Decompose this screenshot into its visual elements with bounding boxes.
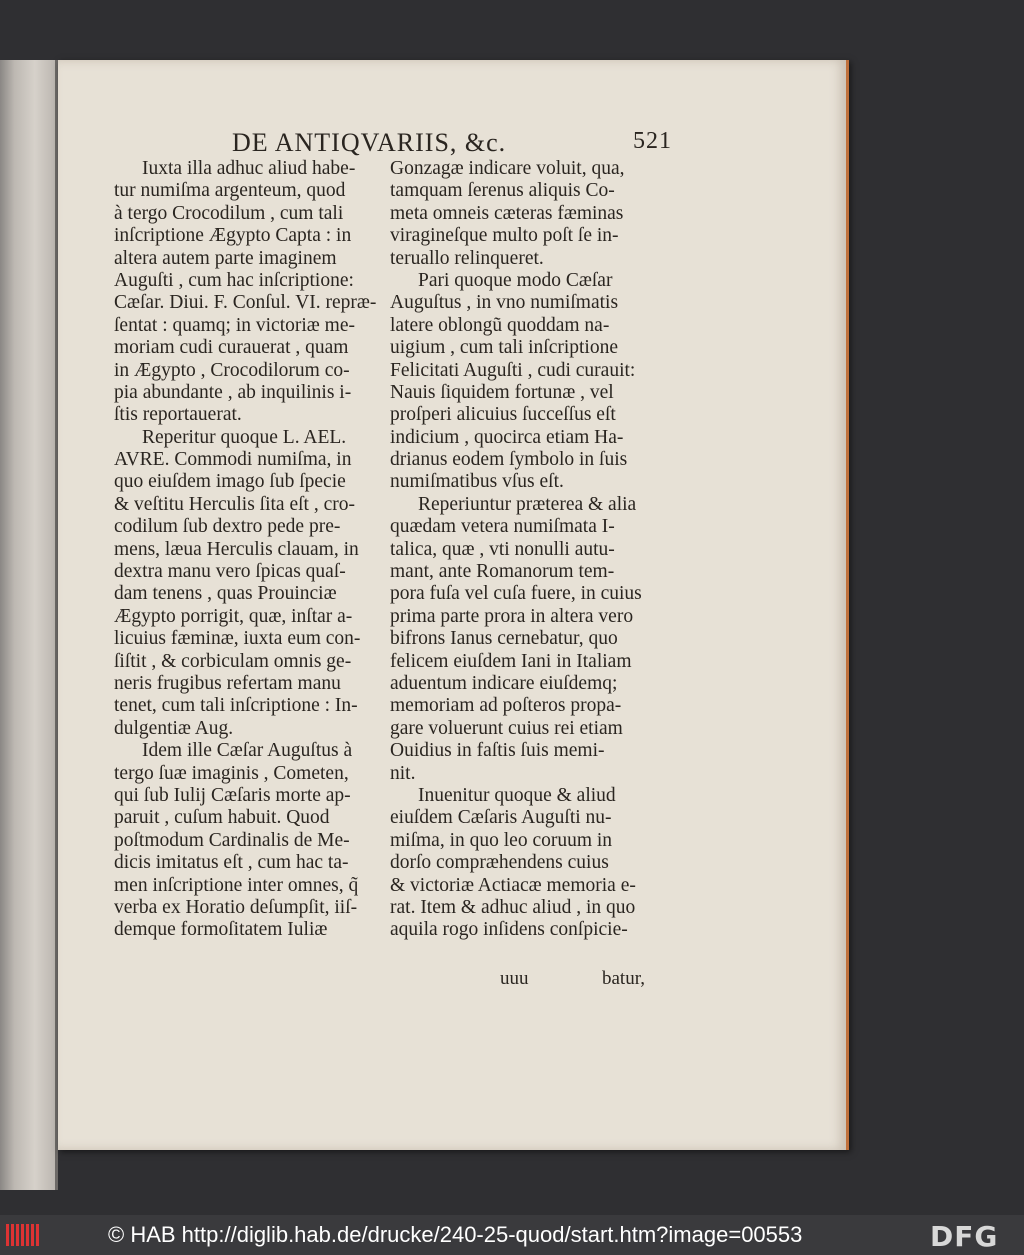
text-line: Inuenitur quoque & aliud (418, 784, 616, 806)
text-line: verba ex Horatio deſumpſit, iiſ- (114, 896, 358, 918)
text-line: mant, ante Romanorum tem- (390, 561, 615, 583)
text-line: dicis imitatus eſt , cum hac ta- (114, 852, 349, 874)
text-line: in Ægypto , Crocodilorum co- (114, 359, 350, 381)
text-line: gare voluerunt cuius rei etiam (390, 717, 623, 739)
text-line: tenet, cum tali inſcriptione : In- (114, 695, 358, 717)
text-line: men inſcriptione inter omnes, q̃ (114, 874, 359, 896)
text-line: licuius fæminæ, iuxta eum con- (114, 628, 361, 650)
text-line: uigium , cum tali inſcriptione (390, 337, 619, 359)
text-line: Nauis ſiquidem fortunæ , vel (390, 381, 614, 403)
text-line: pia abundante , ab inquilinis i- (114, 381, 352, 403)
text-line: poſtmodum Cardinalis de Me- (114, 829, 350, 851)
hab-logo-icon (6, 1224, 46, 1246)
text-line: ſentat : quamq; in victoriæ me- (114, 314, 355, 336)
text-line: Felicitati Auguſti , cudi curauit: (390, 359, 636, 381)
text-line: dextra manu vero ſpicas quaſ- (114, 561, 346, 583)
text-line: qui ſub Iulij Cæſaris morte ap- (114, 784, 351, 806)
text-line: miſma, in quo leo coruum in (390, 829, 613, 851)
text-line: Gonzagæ indicare voluit, qua, (390, 158, 625, 179)
text-line: Cæſar. Diui. F. Conſul. VI. repræ- (114, 292, 377, 314)
text-line: eiuſdem Cæſaris Auguſti nu- (390, 807, 612, 829)
text-line: & veſtitu Herculis ſita eſt , cro- (114, 493, 355, 515)
text-line: Idem ille Cæſar Auguſtus à (142, 740, 353, 762)
previous-page-edge (0, 60, 58, 1190)
text-line: Ouidius in faſtis ſuis memi- (390, 740, 605, 762)
text-line: nit. (390, 762, 416, 784)
text-line: proſperi alicuius ſucceſſus eſt (390, 404, 616, 426)
header-title: DE ANTIQVARIIS, &c. (232, 128, 507, 157)
text-line: prima parte prora in altera vero (390, 605, 634, 627)
running-header (232, 128, 672, 160)
text-line: dorſo compræhendens cuius (390, 852, 609, 874)
text-line: rat. Item & adhuc aliud , in quo (390, 896, 636, 918)
text-line: latere oblongũ quoddam na- (390, 314, 610, 336)
text-line: & victoriæ Actiacæ memoria e- (390, 874, 636, 896)
text-line: codilum ſub dextro pede pre- (114, 516, 341, 538)
text-line: moriam cudi curauerat , quam (114, 337, 349, 359)
text-line: paruit , cuſum habuit. Quod (114, 807, 330, 829)
page-number: 521 (633, 128, 672, 154)
text-line: felicem eiuſdem Iani in Italiam (390, 650, 632, 672)
footer-bar (0, 1215, 1024, 1255)
text-line: talica, quæ , vti nonulli autu- (390, 538, 615, 560)
text-line: inſcriptione Ægypto Capta : in (114, 225, 352, 247)
text-line: Auguſti , cum hac inſcriptione: (114, 269, 354, 291)
catchword-text: batur, (602, 968, 646, 989)
text-line: altera autem parte imaginem (114, 247, 337, 269)
text-line: dulgentiæ Aug. (114, 717, 234, 739)
text-line: numiſmatibus vſus eſt. (390, 471, 564, 493)
text-line: drianus eodem ſymbolo in ſuis (390, 449, 628, 471)
text-line: tamquam ſerenus aliquis Co- (390, 180, 615, 202)
left-column (114, 158, 382, 942)
text-line: ſtis reportauerat. (114, 404, 242, 426)
text-line: tur numiſma argenteum, quod (114, 180, 346, 202)
text-line: quo eiuſdem imago ſub ſpecie (114, 471, 346, 493)
dfg-logo: DFG (930, 1220, 999, 1253)
source-link[interactable]: © HAB http://diglib.hab.de/drucke/240-25-quod/start.htm?image=00553 (108, 1222, 803, 1247)
text-line: quædam vetera numiſmata I- (390, 516, 615, 538)
text-line: memoriam ad poſteros propa- (390, 695, 622, 717)
text-line: demque formoſitatem Iuliæ (114, 919, 328, 941)
text-line: aduentum indicare eiuſdemq; (390, 672, 618, 694)
text-line: neris frugibus refertam manu (114, 672, 341, 694)
text-line: ſiſtit , & corbiculam omnis ge- (114, 650, 352, 672)
text-line: Pari quoque modo Cæſar (418, 269, 613, 291)
text-line: Ægypto porrigit, quæ, inſtar a- (114, 605, 353, 627)
text-line: aquila rogo inſidens conſpicie- (390, 919, 628, 941)
text-line: pora fuſa vel cuſa fuere, in cuius (390, 583, 642, 605)
text-line: AVRE. Commodi numiſma, in (114, 449, 352, 471)
text-line: tergo ſuæ imaginis , Cometen, (114, 762, 349, 784)
text-line: Iuxta illa adhuc aliud habe- (142, 158, 356, 179)
text-line: bifrons Ianus cernebatur, quo (390, 628, 618, 650)
text-line: Reperitur quoque L. AEL. (142, 426, 347, 448)
text-line: viragineſque multo poſt ſe in- (390, 225, 619, 247)
text-line: Reperiuntur præterea & alia (418, 493, 637, 515)
text-line: teruallo relinqueret. (390, 247, 544, 269)
text-line: indicium , quocirca etiam Ha- (390, 426, 624, 448)
text-line: meta omneis cæteras fæminas (390, 202, 624, 224)
text-line: à tergo Crocodilum , cum tali (114, 202, 344, 224)
text-line: mens, læua Herculis clauam, in (114, 538, 359, 560)
text-line: dam tenens , quas Prouinciæ (114, 583, 337, 605)
text-line: Auguſtus , in vno numiſmatis (390, 292, 619, 314)
catchword-signature: uuu (500, 968, 529, 989)
right-column (390, 158, 652, 942)
